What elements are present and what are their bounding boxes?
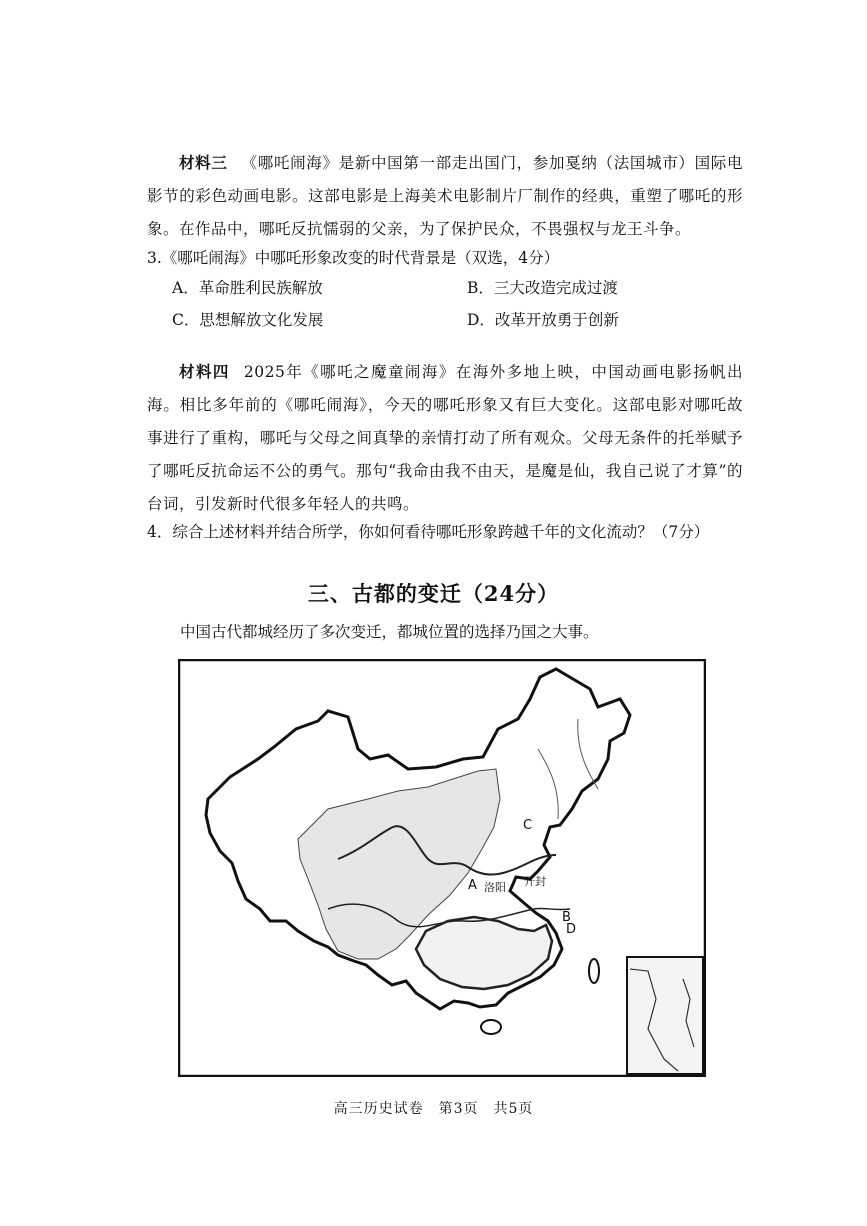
map-label-c: C bbox=[523, 818, 533, 833]
question-3-option-d: D．改革开放勇于创新 bbox=[467, 311, 619, 329]
material-four-body: 2025年《哪吒之魔童闹海》在海外多地上映，中国动画电影扬帆出海。相比多年前的《哪吒闹海》，今天的哪吒形象又有巨大变化。这部电影对哪吒故事进行了重构，哪吒与父母之间真挚的亲情打动了所有观众。父母无条件的托举赋予了哪吒反抗命运不公的勇气。那句“我命由我不由天，是魔是仙，我自己说了才算”的台词，引发新时代很多年轻人的共鸣。 bbox=[147, 363, 743, 513]
china-map bbox=[178, 659, 706, 1077]
question-3: 3.《哪吒闹海》中哪吒形象改变的时代背景是（双选，4分） bbox=[147, 249, 560, 267]
material-four-lead: 材料四 bbox=[179, 362, 230, 381]
material-three-body: 《哪吒闹海》是新中国第一部走出国门，参加戛纳（法国城市）国际电影节的彩色动画电影。这部电影是上海美术电影制片厂制作的经典，重塑了哪吒的形象。在作品中，哪吒反抗懦弱的父亲，为了保护民众，不畏强权与龙王斗争。 bbox=[147, 154, 743, 238]
question-3-option-a: A．革命胜利民族解放 bbox=[172, 279, 323, 297]
map-label-b: B bbox=[562, 910, 571, 925]
map-label-d: D bbox=[566, 922, 577, 937]
section-three-intro: 中国古代都城经历了多次变迁，都城位置的选择乃国之大事。 bbox=[180, 623, 599, 641]
map-label-a: A bbox=[468, 878, 477, 893]
south-sea-inset bbox=[627, 957, 703, 1074]
question-3-option-c: C．思想解放文化发展 bbox=[172, 311, 324, 329]
material-three bbox=[147, 146, 743, 246]
question-3-option-b: B．三大改造完成过渡 bbox=[467, 279, 618, 297]
material-four bbox=[147, 355, 743, 521]
question-4: 4．综合上述材料并结合所学，你如何看待哪吒形象跨越千年的文化流动？（7分） bbox=[147, 523, 710, 541]
hainan-island bbox=[481, 1020, 501, 1034]
page-footer: 高三历史试卷 第3页 共5页 bbox=[333, 1101, 534, 1117]
section-three-title: 三、古都的变迁（24分） bbox=[307, 581, 560, 606]
map-label-luoyang: 洛阳 bbox=[484, 881, 506, 894]
map-label-kaifeng: 开封 bbox=[524, 875, 546, 888]
taiwan-island bbox=[589, 959, 599, 983]
material-three-lead: 材料三 bbox=[179, 153, 228, 172]
